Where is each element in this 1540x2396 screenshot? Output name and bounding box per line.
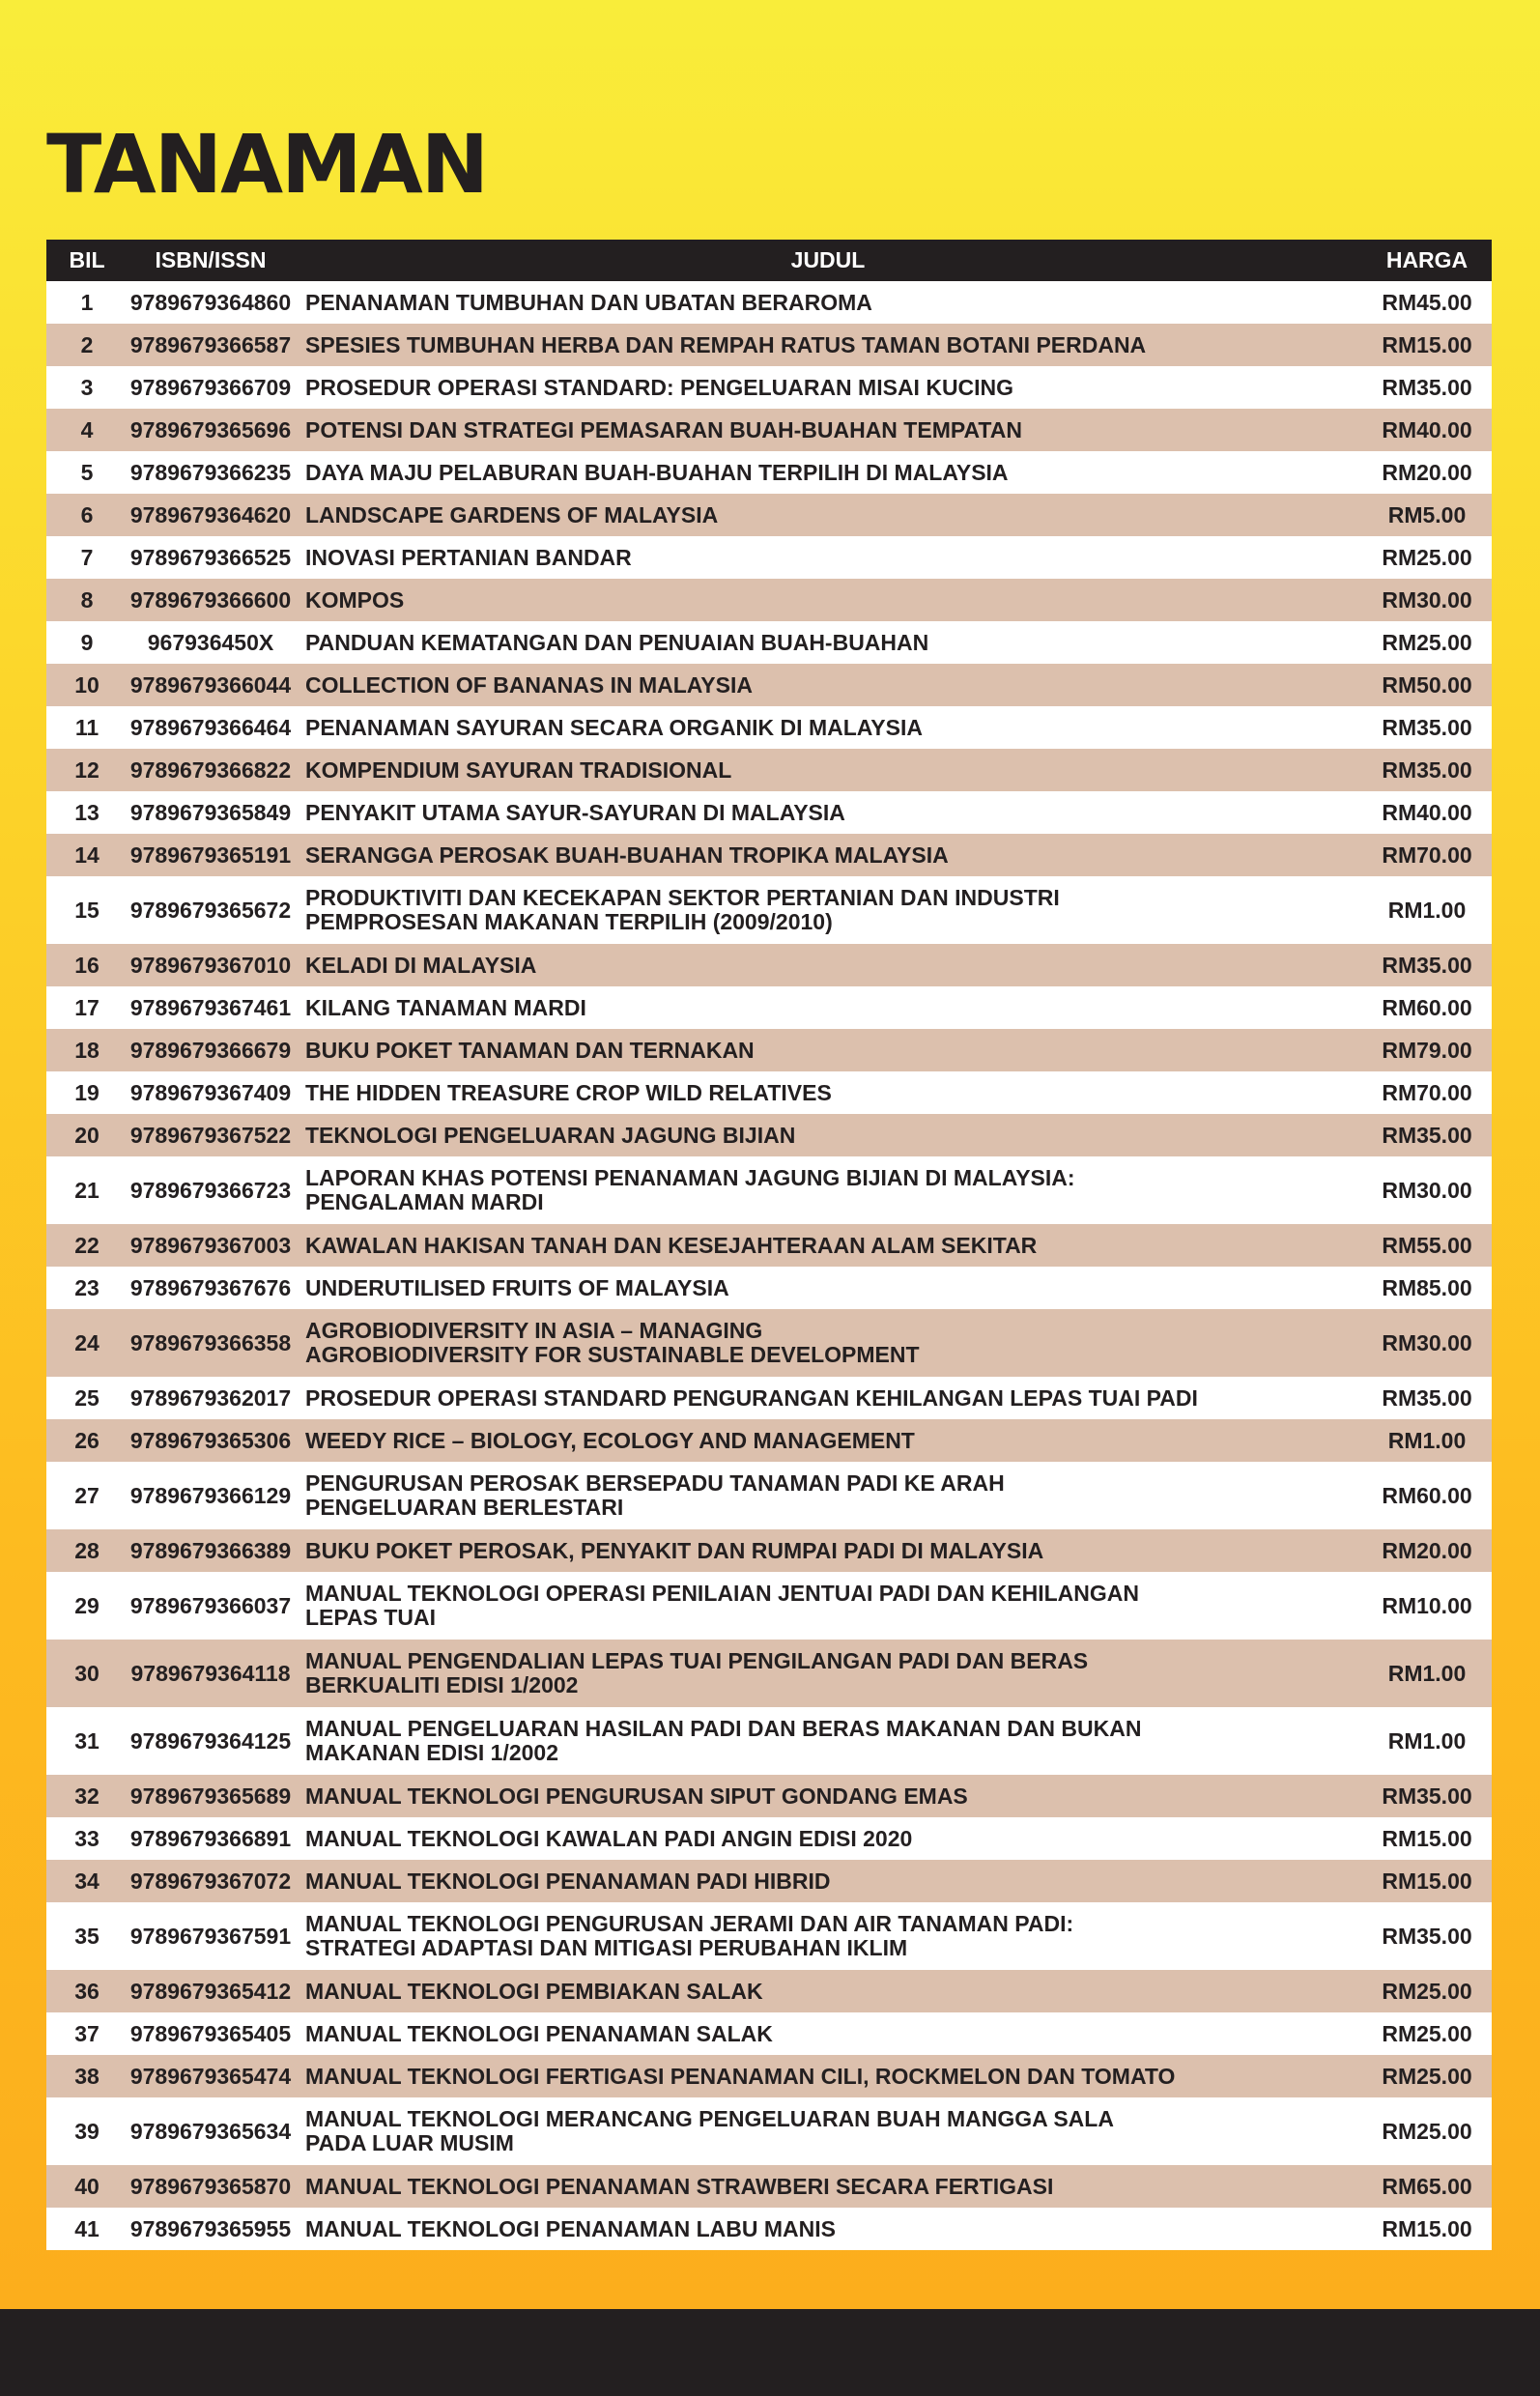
cell-judul <box>294 536 1362 579</box>
judul-line: AGROBIODIVERSITY FOR SUSTAINABLE DEVELOPMENT <box>305 1342 920 1367</box>
judul-line: MANUAL TEKNOLOGI PEMBIAKAN SALAK <box>305 1978 763 2004</box>
judul-line: MANUAL TEKNOLOGI OPERASI PENILAIAN JENTUAI PADI DAN KEHILANGAN <box>305 1581 1139 1606</box>
cell-bil: 2 <box>46 324 128 366</box>
cell-isbn: 9789679366587 <box>128 324 294 366</box>
judul-line: PENYAKIT UTAMA SAYUR-SAYURAN DI MALAYSIA <box>305 799 845 825</box>
cell-isbn: 9789679365689 <box>128 1775 294 1817</box>
table-row <box>46 1529 1492 1572</box>
cell-isbn: 9789679365634 <box>128 2097 294 2165</box>
cell-bil: 1 <box>46 281 128 324</box>
header-harga: HARGA <box>1362 240 1492 281</box>
cell-bil: 24 <box>46 1309 128 1377</box>
cell-bil: 5 <box>46 451 128 494</box>
cell-isbn: 9789679366600 <box>128 579 294 621</box>
table-row <box>46 1462 1492 1529</box>
cell-isbn: 9789679367522 <box>128 1114 294 1156</box>
table-row <box>46 1224 1492 1267</box>
cell-judul <box>294 1267 1362 1309</box>
judul-line: MANUAL TEKNOLOGI PENANAMAN SALAK <box>305 2020 773 2046</box>
cell-bil: 20 <box>46 1114 128 1156</box>
table-row <box>46 791 1492 834</box>
table-row <box>46 1970 1492 2012</box>
cell-bil: 16 <box>46 944 128 986</box>
judul-line: PROSEDUR OPERASI STANDARD: PENGELUARAN MISAI KUCING <box>305 374 1014 400</box>
cell-bil: 6 <box>46 494 128 536</box>
cell-judul <box>294 281 1362 324</box>
cell-harga: RM25.00 <box>1362 1970 1492 2012</box>
cell-isbn: 9789679365412 <box>128 1970 294 2012</box>
cell-harga: RM25.00 <box>1362 2055 1492 2097</box>
cell-isbn: 9789679365474 <box>128 2055 294 2097</box>
judul-line: TEKNOLOGI PENGELUARAN JAGUNG BIJIAN <box>305 1122 796 1148</box>
page-title: TANAMAN <box>46 117 487 212</box>
cell-harga: RM10.00 <box>1362 1572 1492 1640</box>
cell-harga: RM1.00 <box>1362 1419 1492 1462</box>
cell-harga: RM35.00 <box>1362 1775 1492 1817</box>
cell-harga: RM35.00 <box>1362 1377 1492 1419</box>
cell-judul <box>294 494 1362 536</box>
cell-judul <box>294 2208 1362 2250</box>
cell-judul <box>294 876 1362 944</box>
table-row <box>46 1572 1492 1640</box>
cell-judul <box>294 1902 1362 1970</box>
cell-judul <box>294 1071 1362 1114</box>
table-row <box>46 579 1492 621</box>
judul-line: BUKU POKET PEROSAK, PENYAKIT DAN RUMPAI PADI DI MALAYSIA <box>305 1537 1044 1563</box>
judul-line: KILANG TANAMAN MARDI <box>305 994 586 1020</box>
table-row <box>46 409 1492 451</box>
cell-harga: RM30.00 <box>1362 579 1492 621</box>
footer-bar <box>0 2309 1540 2396</box>
cell-bil: 11 <box>46 706 128 749</box>
judul-line: MANUAL PENGELUARAN HASILAN PADI DAN BERAS MAKANAN DAN BUKAN <box>305 1716 1142 1741</box>
cell-judul <box>294 791 1362 834</box>
header-judul: JUDUL <box>294 240 1362 281</box>
cell-harga: RM45.00 <box>1362 281 1492 324</box>
cell-isbn: 9789679365191 <box>128 834 294 876</box>
table-row <box>46 366 1492 409</box>
cell-judul <box>294 986 1362 1029</box>
cell-judul <box>294 749 1362 791</box>
table-row <box>46 1029 1492 1071</box>
cell-harga: RM15.00 <box>1362 324 1492 366</box>
cell-judul <box>294 1309 1362 1377</box>
cell-harga: RM35.00 <box>1362 366 1492 409</box>
judul-line: KOMPOS <box>305 586 405 613</box>
judul-line: WEEDY RICE – BIOLOGY, ECOLOGY AND MANAGEMENT <box>305 1427 915 1453</box>
cell-judul <box>294 1529 1362 1572</box>
cell-judul <box>294 1114 1362 1156</box>
cell-bil: 38 <box>46 2055 128 2097</box>
cell-bil: 37 <box>46 2012 128 2055</box>
table-row <box>46 1860 1492 1902</box>
cell-harga: RM30.00 <box>1362 1309 1492 1377</box>
cell-bil: 27 <box>46 1462 128 1529</box>
cell-isbn: 9789679366358 <box>128 1309 294 1377</box>
cell-judul <box>294 409 1362 451</box>
cell-isbn: 9789679365405 <box>128 2012 294 2055</box>
judul-line: SPESIES TUMBUHAN HERBA DAN REMPAH RATUS TAMAN BOTANI PERDANA <box>305 331 1147 357</box>
cell-bil: 3 <box>46 366 128 409</box>
judul-line: PEMPROSESAN MAKANAN TERPILIH (2009/2010) <box>305 909 833 934</box>
judul-line: COLLECTION OF BANANAS IN MALAYSIA <box>305 671 753 698</box>
judul-line: BERKUALITI EDISI 1/2002 <box>305 1672 579 1697</box>
cell-harga: RM85.00 <box>1362 1267 1492 1309</box>
table-row <box>46 664 1492 706</box>
cell-isbn: 9789679362017 <box>128 1377 294 1419</box>
cell-harga: RM35.00 <box>1362 706 1492 749</box>
judul-line: PROSEDUR OPERASI STANDARD PENGURANGAN KEHILANGAN LEPAS TUAI PADI <box>305 1384 1198 1411</box>
cell-bil: 33 <box>46 1817 128 1860</box>
cell-bil: 25 <box>46 1377 128 1419</box>
judul-line: AGROBIODIVERSITY IN ASIA – MANAGING <box>305 1318 763 1343</box>
judul-line: PADA LUAR MUSIM <box>305 2130 514 2155</box>
cell-isbn: 9789679366037 <box>128 1572 294 1640</box>
cell-harga: RM70.00 <box>1362 1071 1492 1114</box>
cell-isbn: 9789679367409 <box>128 1071 294 1114</box>
cell-harga: RM55.00 <box>1362 1224 1492 1267</box>
header-isbn: ISBN/ISSN <box>128 240 294 281</box>
cell-harga: RM35.00 <box>1362 749 1492 791</box>
judul-line: MANUAL TEKNOLOGI FERTIGASI PENANAMAN CILI, ROCKMELON DAN TOMATO <box>305 2063 1176 2089</box>
table-row <box>46 281 1492 324</box>
table-row <box>46 1817 1492 1860</box>
cell-judul <box>294 1970 1362 2012</box>
cell-bil: 14 <box>46 834 128 876</box>
cell-judul <box>294 664 1362 706</box>
cell-harga: RM79.00 <box>1362 1029 1492 1071</box>
header-bil: BIL <box>46 240 128 281</box>
judul-line: MANUAL TEKNOLOGI KAWALAN PADI ANGIN EDISI 2020 <box>305 1825 913 1851</box>
cell-isbn: 9789679365696 <box>128 409 294 451</box>
cell-bil: 21 <box>46 1156 128 1224</box>
table-row <box>46 834 1492 876</box>
table-row <box>46 1775 1492 1817</box>
judul-line: KOMPENDIUM SAYURAN TRADISIONAL <box>305 756 732 783</box>
cell-harga: RM25.00 <box>1362 2012 1492 2055</box>
table-body <box>46 281 1492 2250</box>
cell-bil: 10 <box>46 664 128 706</box>
judul-line: KELADI DI MALAYSIA <box>305 952 537 978</box>
cell-isbn: 9789679365306 <box>128 1419 294 1462</box>
judul-line: MAKANAN EDISI 1/2002 <box>305 1740 559 1765</box>
cell-harga: RM30.00 <box>1362 1156 1492 1224</box>
table-row <box>46 621 1492 664</box>
cell-judul <box>294 1775 1362 1817</box>
table-row <box>46 1267 1492 1309</box>
cell-bil: 29 <box>46 1572 128 1640</box>
cell-harga: RM35.00 <box>1362 1114 1492 1156</box>
table-row <box>46 324 1492 366</box>
judul-line: MANUAL TEKNOLOGI PENANAMAN LABU MANIS <box>305 2215 837 2241</box>
cell-bil: 26 <box>46 1419 128 1462</box>
cell-bil: 23 <box>46 1267 128 1309</box>
cell-isbn: 9789679365849 <box>128 791 294 834</box>
cell-bil: 39 <box>46 2097 128 2165</box>
table-row <box>46 451 1492 494</box>
table-row <box>46 1640 1492 1707</box>
cell-judul <box>294 2055 1362 2097</box>
cell-bil: 8 <box>46 579 128 621</box>
cell-judul <box>294 1029 1362 1071</box>
judul-line: POTENSI DAN STRATEGI PEMASARAN BUAH-BUAHAN TEMPATAN <box>305 416 1022 442</box>
cell-bil: 12 <box>46 749 128 791</box>
cell-isbn: 9789679365870 <box>128 2165 294 2208</box>
cell-isbn: 9789679364620 <box>128 494 294 536</box>
cell-harga: RM20.00 <box>1362 1529 1492 1572</box>
judul-line: STRATEGI ADAPTASI DAN MITIGASI PERUBAHAN IKLIM <box>305 1935 908 1960</box>
cell-isbn: 9789679367461 <box>128 986 294 1029</box>
cell-harga: RM35.00 <box>1362 944 1492 986</box>
cell-harga: RM50.00 <box>1362 664 1492 706</box>
cell-isbn: 9789679367072 <box>128 1860 294 1902</box>
cell-harga: RM60.00 <box>1362 986 1492 1029</box>
cell-isbn: 9789679366679 <box>128 1029 294 1071</box>
cell-isbn: 9789679367010 <box>128 944 294 986</box>
judul-line: INOVASI PERTANIAN BANDAR <box>305 544 632 570</box>
cell-isbn: 9789679367676 <box>128 1267 294 1309</box>
cell-judul <box>294 1707 1362 1775</box>
cell-judul <box>294 944 1362 986</box>
judul-line: MANUAL TEKNOLOGI PENANAMAN STRAWBERI SECARA FERTIGASI <box>305 2173 1054 2199</box>
header-row <box>46 240 1492 281</box>
cell-harga: RM40.00 <box>1362 409 1492 451</box>
cell-harga: RM1.00 <box>1362 1640 1492 1707</box>
table-row <box>46 2097 1492 2165</box>
cell-bil: 28 <box>46 1529 128 1572</box>
cell-isbn: 9789679364118 <box>128 1640 294 1707</box>
cell-harga: RM15.00 <box>1362 1860 1492 1902</box>
cell-bil: 19 <box>46 1071 128 1114</box>
cell-harga: RM25.00 <box>1362 621 1492 664</box>
table-row <box>46 986 1492 1029</box>
judul-line: PENANAMAN SAYURAN SECARA ORGANIK DI MALAYSIA <box>305 714 923 740</box>
cell-isbn: 9789679367591 <box>128 1902 294 1970</box>
cell-isbn: 9789679366891 <box>128 1817 294 1860</box>
cell-isbn: 9789679364125 <box>128 1707 294 1775</box>
table-row <box>46 1071 1492 1114</box>
judul-line: MANUAL TEKNOLOGI PENGURUSAN SIPUT GONDANG EMAS <box>305 1783 968 1809</box>
cell-harga: RM15.00 <box>1362 1817 1492 1860</box>
cell-judul <box>294 366 1362 409</box>
cell-judul <box>294 2012 1362 2055</box>
table-row <box>46 2055 1492 2097</box>
cell-isbn: 9789679366709 <box>128 366 294 409</box>
cell-isbn: 9789679367003 <box>128 1224 294 1267</box>
table-header <box>46 240 1492 281</box>
cell-judul <box>294 834 1362 876</box>
cell-judul <box>294 2165 1362 2208</box>
cell-harga: RM5.00 <box>1362 494 1492 536</box>
cell-isbn: 9789679364860 <box>128 281 294 324</box>
cell-isbn: 967936450X <box>128 621 294 664</box>
cell-judul <box>294 621 1362 664</box>
judul-line: KAWALAN HAKISAN TANAH DAN KESEJAHTERAAN ALAM SEKITAR <box>305 1232 1038 1258</box>
table-row <box>46 1419 1492 1462</box>
cell-harga: RM40.00 <box>1362 791 1492 834</box>
cell-judul <box>294 324 1362 366</box>
cell-judul <box>294 1817 1362 1860</box>
cell-bil: 4 <box>46 409 128 451</box>
cell-judul <box>294 706 1362 749</box>
book-price-table <box>46 240 1492 2250</box>
judul-line: PRODUKTIVITI DAN KECEKAPAN SEKTOR PERTANIAN DAN INDUSTRI <box>305 885 1060 910</box>
judul-line: PENGELUARAN BERLESTARI <box>305 1495 624 1520</box>
judul-line: MANUAL TEKNOLOGI PENANAMAN PADI HIBRID <box>305 1868 831 1894</box>
table-row <box>46 536 1492 579</box>
cell-bil: 7 <box>46 536 128 579</box>
cell-isbn: 9789679366464 <box>128 706 294 749</box>
cell-judul <box>294 579 1362 621</box>
judul-line: PENGURUSAN PEROSAK BERSEPADU TANAMAN PADI KE ARAH <box>305 1470 1005 1496</box>
judul-line: BUKU POKET TANAMAN DAN TERNAKAN <box>305 1037 755 1063</box>
cell-bil: 15 <box>46 876 128 944</box>
cell-isbn: 9789679365955 <box>128 2208 294 2250</box>
judul-line: MANUAL PENGENDALIAN LEPAS TUAI PENGILANGAN PADI DAN BERAS <box>305 1648 1089 1673</box>
cell-bil: 40 <box>46 2165 128 2208</box>
judul-line: THE HIDDEN TREASURE CROP WILD RELATIVES <box>305 1079 832 1105</box>
cell-isbn: 9789679366723 <box>128 1156 294 1224</box>
table-row <box>46 1377 1492 1419</box>
table-row <box>46 706 1492 749</box>
cell-bil: 34 <box>46 1860 128 1902</box>
table-row <box>46 1902 1492 1970</box>
table-row <box>46 944 1492 986</box>
cell-judul <box>294 451 1362 494</box>
cell-harga: RM70.00 <box>1362 834 1492 876</box>
table-row <box>46 749 1492 791</box>
judul-line: MANUAL TEKNOLOGI PENGURUSAN JERAMI DAN AIR TANAMAN PADI: <box>305 1911 1074 1936</box>
cell-harga: RM20.00 <box>1362 451 1492 494</box>
cell-bil: 17 <box>46 986 128 1029</box>
cell-judul <box>294 1377 1362 1419</box>
table-row <box>46 2012 1492 2055</box>
cell-bil: 22 <box>46 1224 128 1267</box>
cell-judul <box>294 1572 1362 1640</box>
cell-harga: RM25.00 <box>1362 536 1492 579</box>
cell-isbn: 9789679366822 <box>128 749 294 791</box>
judul-line: SERANGGA PEROSAK BUAH-BUAHAN TROPIKA MALAYSIA <box>305 841 949 868</box>
cell-bil: 31 <box>46 1707 128 1775</box>
cell-isbn: 9789679366235 <box>128 451 294 494</box>
cell-harga: RM60.00 <box>1362 1462 1492 1529</box>
cell-bil: 18 <box>46 1029 128 1071</box>
cell-judul <box>294 2097 1362 2165</box>
judul-line: LAPORAN KHAS POTENSI PENANAMAN JAGUNG BIJIAN DI MALAYSIA: <box>305 1165 1075 1190</box>
cell-harga: RM15.00 <box>1362 2208 1492 2250</box>
cell-isbn: 9789679365672 <box>128 876 294 944</box>
cell-judul <box>294 1224 1362 1267</box>
cell-harga: RM35.00 <box>1362 1902 1492 1970</box>
judul-line: PANDUAN KEMATANGAN DAN PENUAIAN BUAH-BUAHAN <box>305 629 929 655</box>
judul-line: DAYA MAJU PELABURAN BUAH-BUAHAN TERPILIH DI MALAYSIA <box>305 459 1009 485</box>
judul-line: PENANAMAN TUMBUHAN DAN UBATAN BERAROMA <box>305 289 872 315</box>
judul-line: PENGALAMAN MARDI <box>305 1189 544 1214</box>
cell-judul <box>294 1419 1362 1462</box>
cell-judul <box>294 1156 1362 1224</box>
cell-judul <box>294 1462 1362 1529</box>
cell-isbn: 9789679366129 <box>128 1462 294 1529</box>
cell-bil: 35 <box>46 1902 128 1970</box>
cell-harga: RM65.00 <box>1362 2165 1492 2208</box>
table-row <box>46 1156 1492 1224</box>
cell-harga: RM1.00 <box>1362 876 1492 944</box>
cell-bil: 32 <box>46 1775 128 1817</box>
cell-bil: 36 <box>46 1970 128 2012</box>
cell-harga: RM25.00 <box>1362 2097 1492 2165</box>
cell-judul <box>294 1640 1362 1707</box>
table-row <box>46 494 1492 536</box>
table-row <box>46 2208 1492 2250</box>
judul-line: MANUAL TEKNOLOGI MERANCANG PENGELUARAN BUAH MANGGA SALA <box>305 2106 1114 2131</box>
cell-bil: 41 <box>46 2208 128 2250</box>
cell-harga: RM1.00 <box>1362 1707 1492 1775</box>
judul-line: UNDERUTILISED FRUITS OF MALAYSIA <box>305 1274 729 1300</box>
cell-isbn: 9789679366525 <box>128 536 294 579</box>
cell-bil: 30 <box>46 1640 128 1707</box>
cell-judul <box>294 1860 1362 1902</box>
cell-isbn: 9789679366389 <box>128 1529 294 1572</box>
cell-bil: 9 <box>46 621 128 664</box>
table-row <box>46 2165 1492 2208</box>
cell-isbn: 9789679366044 <box>128 664 294 706</box>
table-row <box>46 1114 1492 1156</box>
judul-line: LEPAS TUAI <box>305 1605 437 1630</box>
table-row <box>46 1707 1492 1775</box>
cell-bil: 13 <box>46 791 128 834</box>
judul-line: LANDSCAPE GARDENS OF MALAYSIA <box>305 501 719 528</box>
table-row <box>46 1309 1492 1377</box>
table-row <box>46 876 1492 944</box>
